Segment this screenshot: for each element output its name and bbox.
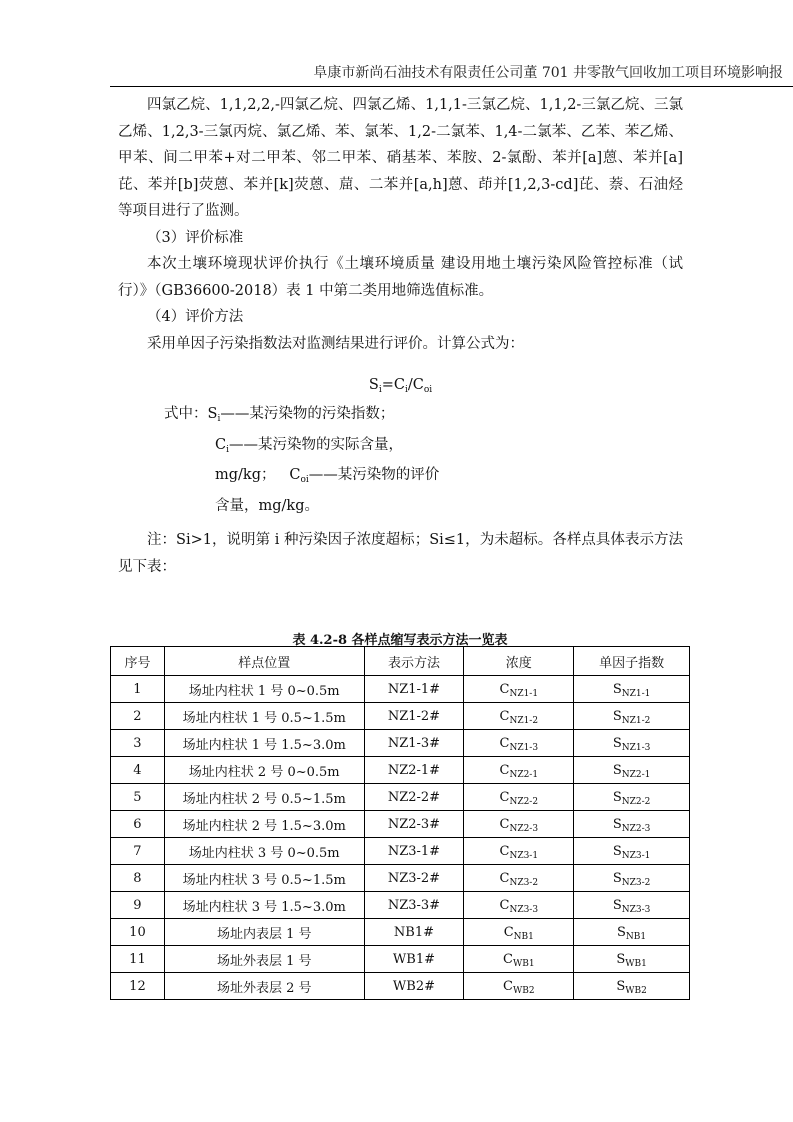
cell-index: $S_{NZ3-3}$ xyxy=(574,892,690,919)
cell-index: $S_{NZ3-1}$ xyxy=(574,838,690,865)
header-location: 样点位置 xyxy=(164,647,364,676)
cell-no: 5 xyxy=(111,784,165,811)
table-row xyxy=(111,811,690,838)
table-row xyxy=(111,865,690,892)
definition-si: 式中：$S_i——$某污染物的污染指数； xyxy=(164,406,395,424)
cell-no: 8 xyxy=(111,865,165,892)
cell-code: NZ1-1# xyxy=(364,676,464,703)
table-row xyxy=(111,838,690,865)
cell-location: 场址内柱状 1 号 1.5~3.0m xyxy=(164,730,364,757)
cell-concentration: $C_{NZ3-3}$ xyxy=(464,892,574,919)
section-heading-evaluation-method: （4）评价方法 xyxy=(147,309,244,325)
cell-code: WB1# xyxy=(364,946,464,973)
header-rule xyxy=(110,86,793,87)
table-body xyxy=(111,676,690,1000)
cell-code: NZ3-2# xyxy=(364,865,464,892)
cell-index: $S_{NZ2-1}$ xyxy=(574,757,690,784)
cell-no: 11 xyxy=(111,946,165,973)
table-row xyxy=(111,919,690,946)
cell-index: $S_{NZ1-2}$ xyxy=(574,703,690,730)
table-row xyxy=(111,892,690,919)
sample-abbreviation-table xyxy=(110,646,690,1000)
page-header-title: 阜康市新尚石油技术有限责任公司董 701 井零散气回收加工项目环境影响报 xyxy=(313,65,783,81)
pollutant-list-paragraph: 四氯乙烷、1,1,2,2,-四氯乙烷、四氯乙烯、1,1,1-三氯乙烷、1,1,2-三氯乙烷、三氯乙烯、1,2,3-三氯丙烷、氯乙烯、苯、氯苯、1,2-二氯苯、1,4-二氯苯、乙苯、苯乙烯、甲苯、间二甲苯+对二甲苯、邻二甲苯、硝基苯、苯胺、2-氯酚、苯并[a]蒽、苯并[a]芘、苯并[b]荧蒽、苯并[k]荧蒽、䓛、二苯并[a,h]蒽、茚并[1,2,3-cd]芘、萘、石油烃等项目进行了监测。 xyxy=(118,97,683,219)
cell-index: $S_{NB1}$ xyxy=(574,919,690,946)
cell-concentration: $C_{NZ1-1}$ xyxy=(464,676,574,703)
cell-index: $S_{NZ1-1}$ xyxy=(574,676,690,703)
cell-concentration: $C_{NZ2-3}$ xyxy=(464,811,574,838)
cell-location: 场址内柱状 2 号 0~0.5m xyxy=(164,757,364,784)
cell-no: 2 xyxy=(111,703,165,730)
cell-location: 场址外表层 1 号 xyxy=(164,946,364,973)
cell-index: $S_{WB2}$ xyxy=(574,973,690,1000)
header-no: 序号 xyxy=(111,647,165,676)
cell-location: 场址内柱状 3 号 1.5~3.0m xyxy=(164,892,364,919)
header-code: 表示方法 xyxy=(364,647,464,676)
cell-concentration: $C_{NB1}$ xyxy=(464,919,574,946)
cell-location: 场址内柱状 2 号 1.5~3.0m xyxy=(164,811,364,838)
cell-concentration: $C_{NZ1-3}$ xyxy=(464,730,574,757)
header-concentration: 浓度 xyxy=(464,647,574,676)
table-row xyxy=(111,946,690,973)
cell-location: 场址内柱状 1 号 0~0.5m xyxy=(164,676,364,703)
cell-code: WB2# xyxy=(364,973,464,1000)
cell-index: $S_{NZ3-2}$ xyxy=(574,865,690,892)
table-row xyxy=(111,703,690,730)
cell-no: 6 xyxy=(111,811,165,838)
cell-index: $S_{NZ2-3}$ xyxy=(574,811,690,838)
section-heading-evaluation-standard: （3）评价标准 xyxy=(147,229,244,246)
cell-no: 3 xyxy=(111,730,165,757)
cell-location: 场址内柱状 3 号 0~0.5m xyxy=(164,838,364,865)
cell-no: 9 xyxy=(111,892,165,919)
cell-no: 1 xyxy=(111,676,165,703)
table-row xyxy=(111,973,690,1000)
cell-no: 7 xyxy=(111,838,165,865)
table-row xyxy=(111,784,690,811)
definition-coi-continued: 含量，mg/kg。 xyxy=(215,497,319,514)
cell-code: NZ3-1# xyxy=(364,838,464,865)
cell-location: 场址内柱状 2 号 0.5~1.5m xyxy=(164,784,364,811)
cell-location: 场址内柱状 1 号 0.5~1.5m xyxy=(164,703,364,730)
cell-concentration: $C_{NZ2-1}$ xyxy=(464,757,574,784)
cell-concentration: $C_{NZ3-1}$ xyxy=(464,838,574,865)
evaluation-method-paragraph: 采用单因子污染指数法对监测结果进行评价。计算公式为： xyxy=(147,335,524,352)
cell-concentration: $C_{NZ2-2}$ xyxy=(464,784,574,811)
cell-concentration: $C_{NZ3-2}$ xyxy=(464,865,574,892)
cell-concentration: $C_{WB2}$ xyxy=(464,973,574,1000)
cell-no: 10 xyxy=(111,919,165,946)
pollution-index-formula: $S_i=C_i/C_{oi}$ xyxy=(368,377,433,395)
cell-code: NZ2-2# xyxy=(364,784,464,811)
cell-concentration: $C_{NZ1-2}$ xyxy=(464,703,574,730)
table-header-row xyxy=(111,647,690,676)
document-body xyxy=(118,92,683,580)
table-caption: 表 4.2-8 各样点缩写表示方法一览表 xyxy=(292,633,508,648)
cell-index: $S_{WB1}$ xyxy=(574,946,690,973)
note-paragraph: 注：Si>1，说明第 i 种污染因子浓度超标；Si≤1，为未超标。各样点具体表示方法见下表： xyxy=(118,532,683,575)
cell-code: NB1# xyxy=(364,919,464,946)
definition-ci: $C_i——$某污染物的实际含量， xyxy=(215,436,403,455)
evaluation-standard-paragraph: 本次土壤环境现状评价执行《土壤环境质量 建设用地土壤污染风险管控标准（试行）》（GB36600-2018）表 1 中第二类用地筛选值标准。 xyxy=(118,256,683,299)
cell-no: 12 xyxy=(111,973,165,1000)
cell-location: 场址外表层 2 号 xyxy=(164,973,364,1000)
table-row xyxy=(111,757,690,784)
cell-location: 场址内表层 1 号 xyxy=(164,919,364,946)
cell-code: NZ2-3# xyxy=(364,811,464,838)
definition-coi: mg/kg； $C_{oi}——$某污染物的评价 xyxy=(215,467,440,485)
cell-code: NZ1-2# xyxy=(364,703,464,730)
header-index: 单因子指数 xyxy=(574,647,690,676)
cell-index: $S_{NZ2-2}$ xyxy=(574,784,690,811)
cell-code: NZ3-3# xyxy=(364,892,464,919)
cell-index: $S_{NZ1-3}$ xyxy=(574,730,690,757)
table-row xyxy=(111,730,690,757)
cell-code: NZ1-3# xyxy=(364,730,464,757)
cell-location: 场址内柱状 3 号 0.5~1.5m xyxy=(164,865,364,892)
table-row xyxy=(111,676,690,703)
cell-no: 4 xyxy=(111,757,165,784)
cell-concentration: $C_{WB1}$ xyxy=(464,946,574,973)
cell-code: NZ2-1# xyxy=(364,757,464,784)
